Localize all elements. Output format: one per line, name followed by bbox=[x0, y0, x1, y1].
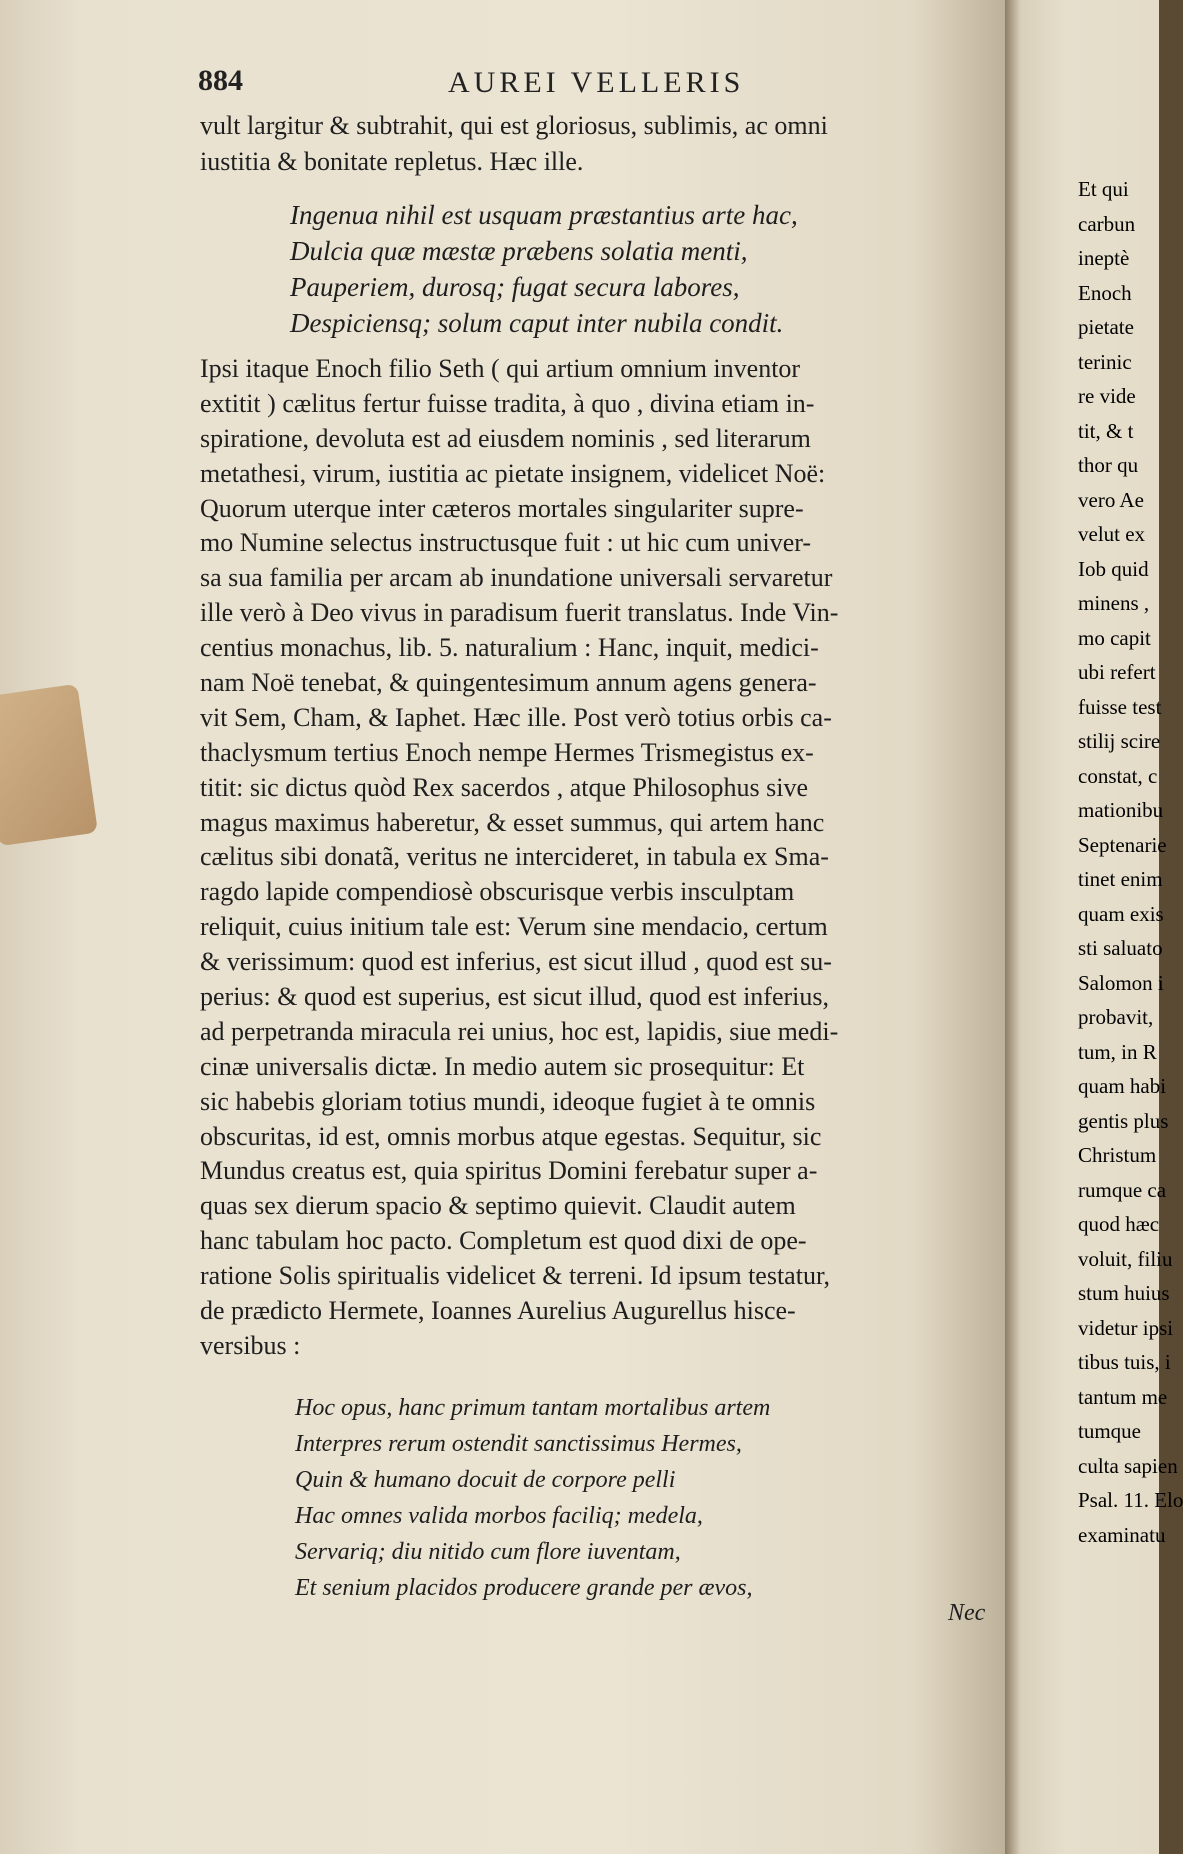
text-line: sic habebis gloriam totius mundi, ideoque fugiet à te omnis bbox=[200, 1086, 816, 1116]
intro-paragraph bbox=[200, 108, 998, 180]
text-line: carbun bbox=[1078, 211, 1136, 236]
verse-block-2 bbox=[295, 1390, 995, 1606]
text-line: hanc tabulam hoc pacto. Completum est quod dixi de ope- bbox=[200, 1226, 807, 1256]
text-line: terinic bbox=[1078, 349, 1132, 374]
text-line: voluit, filiu bbox=[1078, 1246, 1173, 1271]
text-line: vult largitur & subtrahit, qui est gloriosus, sublimis, ac omni bbox=[200, 111, 828, 140]
text-line: ratione Solis spiritualis videlicet & terreni. Id ipsum testatur, bbox=[200, 1261, 831, 1291]
paper-tab bbox=[0, 684, 98, 846]
verse-line: Et senium placidos producere grande per ævos, bbox=[295, 1575, 753, 1601]
text-line: Ipsi itaque Enoch filio Seth ( qui artium omnium inventor bbox=[200, 354, 801, 383]
text-line: Quorum uterque inter cæteros mortales singulariter supre- bbox=[200, 493, 804, 523]
text-line: tibus tuis, i bbox=[1078, 1350, 1171, 1374]
text-line: tum, in R bbox=[1078, 1039, 1157, 1064]
text-line: vero Ae bbox=[1078, 487, 1144, 512]
text-line: ad perpetranda miracula rei unius, hoc est, lapidis, siue medi- bbox=[200, 1016, 839, 1046]
verse-line: Hoc opus, hanc primum tantam mortalibus artem bbox=[295, 1395, 771, 1421]
text-line: mo Numine selectus instructusque fuit : ut hic cum univer- bbox=[200, 528, 812, 558]
text-line: perius: & quod est superius, est sicut illud, quod est inferius, bbox=[200, 982, 829, 1012]
text-line: quam exis bbox=[1078, 901, 1164, 926]
text-line: videtur ipsi bbox=[1078, 1315, 1174, 1340]
text-line: tit, & t bbox=[1078, 418, 1134, 443]
text-line: reliquit, cuius initium tale est: Verum sine mendacio, certum bbox=[200, 912, 828, 942]
text-line: rumque ca bbox=[1078, 1177, 1167, 1202]
text-line: re vide bbox=[1078, 384, 1136, 408]
text-line: centius monachus, lib. 5. naturalium : Hanc, inquit, medici- bbox=[200, 633, 819, 663]
verse-line: Quin & humano docuit de corpore pelli bbox=[295, 1467, 676, 1493]
text-line: sa sua familia per arcam ab inundatione universali servaretur bbox=[200, 563, 833, 593]
text-line: velut ex bbox=[1078, 522, 1146, 546]
text-line: mationibu bbox=[1078, 798, 1164, 822]
text-line: & verissimum: quod est inferius, est sicut illud , quod est su- bbox=[200, 947, 832, 977]
text-line: thor qu bbox=[1078, 453, 1139, 477]
text-line: stilij scire bbox=[1078, 729, 1161, 753]
text-line: gentis plus bbox=[1078, 1108, 1169, 1133]
text-line: constat, c bbox=[1078, 763, 1158, 788]
text-line: cinæ universalis dictæ. In medio autem sic prosequitur: Et bbox=[200, 1051, 805, 1081]
verse-line: Dulcia quæ mæstæ præbens solatia menti, bbox=[290, 236, 748, 266]
page-number: 884 bbox=[198, 64, 243, 97]
text-line: probavit, bbox=[1078, 1005, 1154, 1029]
main-paragraph bbox=[200, 352, 998, 1364]
verse-block-1 bbox=[290, 197, 990, 341]
text-line: magus maximus haberetur, & esset summus, qui artem hanc bbox=[200, 807, 825, 837]
verse-line: Ingenua nihil est usquam præstantius arte hac, bbox=[290, 200, 798, 230]
text-line: examinatu bbox=[1078, 1522, 1166, 1547]
text-line: Iob quid bbox=[1078, 556, 1149, 581]
text-line: metathesi, virum, iustitia ac pietate insignem, videlicet Noë: bbox=[200, 458, 826, 488]
text-line: Septenarie bbox=[1078, 832, 1167, 857]
text-line: Salomon i bbox=[1078, 970, 1164, 995]
text-line: mo capit bbox=[1078, 625, 1151, 650]
text-line: Psal. 11. Elo bbox=[1078, 1488, 1183, 1512]
text-line: tumque bbox=[1078, 1419, 1141, 1443]
text-line: Enoch bbox=[1078, 280, 1132, 305]
text-line: ille verò à Deo vivus in paradisum fuerit translatus. Inde Vin- bbox=[200, 598, 839, 628]
text-line: tantum me bbox=[1078, 1384, 1168, 1409]
text-line: ineptè bbox=[1078, 246, 1130, 270]
running-title: AUREI VELLERIS bbox=[448, 66, 745, 99]
text-line: Et qui bbox=[1078, 177, 1129, 201]
text-line: ragdo lapide compendiosè obscurisque verbis insculptam bbox=[200, 877, 795, 907]
text-line: sti saluato bbox=[1078, 936, 1163, 960]
text-line: culta sapien bbox=[1078, 1453, 1178, 1478]
text-line: stum huius bbox=[1078, 1281, 1170, 1305]
text-line: extitit ) cælitus fertur fuisse tradita, à quo , divina etiam in- bbox=[200, 388, 815, 418]
text-line: thaclysmum tertius Enoch nempe Hermes Trismegistus ex- bbox=[200, 737, 814, 767]
right-page-text bbox=[1078, 172, 1183, 1552]
verse-line: Despiciensq; solum caput inter nubila condit. bbox=[290, 308, 784, 338]
text-line: titit: sic dictus quòd Rex sacerdos , atque Philosophus sive bbox=[200, 772, 809, 802]
text-line: pietate bbox=[1078, 315, 1134, 339]
verse-line: Servariq; diu nitido cum flore iuventam, bbox=[295, 1539, 681, 1565]
text-line: de prædicto Hermete, Ioannes Aurelius Augurellus hisce- bbox=[200, 1296, 796, 1326]
text-line: versibus : bbox=[200, 1330, 301, 1360]
text-line: cælitus sibi donatã, veritus ne intercideret, in tabula ex Sma- bbox=[200, 842, 829, 872]
page-header bbox=[198, 64, 998, 108]
text-line: spiratione, devoluta est ad eiusdem nominis , sed literarum bbox=[200, 423, 811, 453]
text-line: quod hæc bbox=[1078, 1212, 1160, 1236]
text-line: ubi refert bbox=[1078, 660, 1156, 684]
verse-line: Hac omnes valida morbos faciliq; medela, bbox=[295, 1503, 703, 1529]
verse-line: Pauperiem, durosq; fugat secura labores, bbox=[290, 272, 740, 302]
text-line: iustitia & bonitate repletus. Hæc ille. bbox=[200, 147, 584, 176]
text-line: fuisse test bbox=[1078, 694, 1162, 719]
text-line: quas sex dierum spacio & septimo quievit. Claudit autem bbox=[200, 1191, 796, 1221]
catchword: Nec bbox=[948, 1600, 986, 1626]
text-line: Christum bbox=[1078, 1143, 1157, 1167]
text-line: obscuritas, id est, omnis morbus atque egestas. Sequitur, sic bbox=[200, 1121, 822, 1151]
verse-line: Interpres rerum ostendit sanctissimus Hermes, bbox=[295, 1431, 742, 1457]
text-line: vit Sem, Cham, & Iaphet. Hæc ille. Post verò totius orbis ca- bbox=[200, 702, 832, 732]
text-line: quam habi bbox=[1078, 1074, 1167, 1098]
text-line: minens , bbox=[1078, 591, 1150, 615]
text-line: tinet enim bbox=[1078, 867, 1163, 891]
text-line: Mundus creatus est, quia spiritus Domini ferebatur super a- bbox=[200, 1156, 818, 1186]
text-line: nam Noë tenebat, & quingentesimum annum agens genera- bbox=[200, 668, 817, 698]
